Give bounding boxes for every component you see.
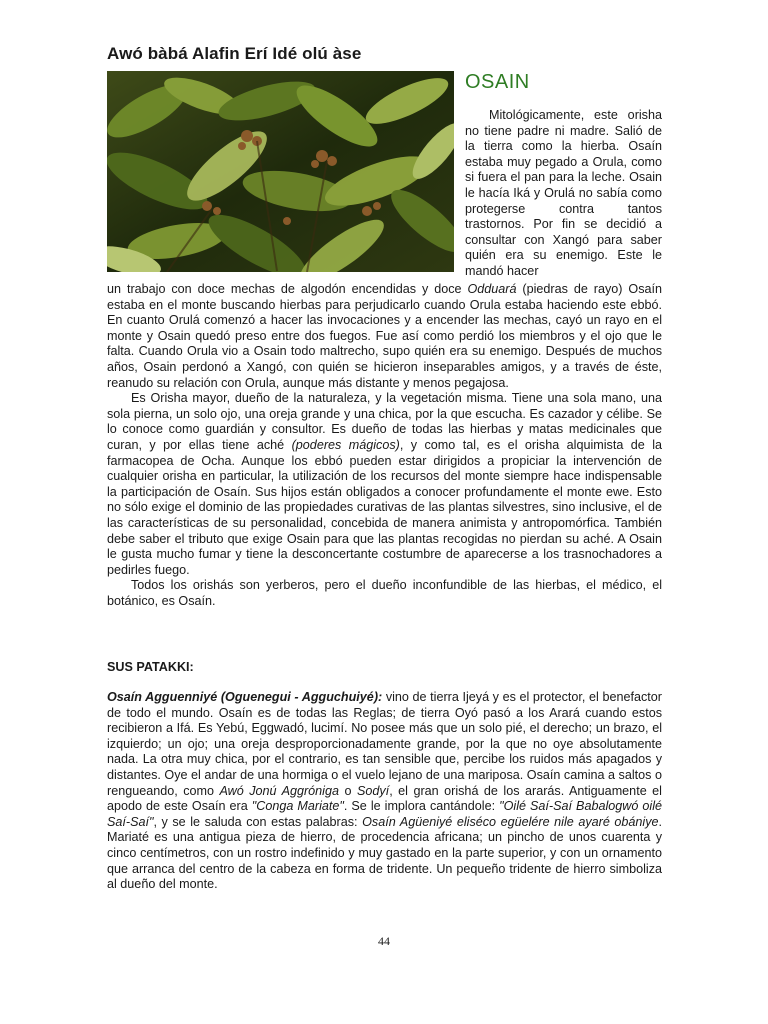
body-text: [107, 282, 662, 609]
patakki-paragraph: [107, 690, 662, 893]
body-text-span: Es Orisha mayor, dueño de la naturaleza, y la vegetación misma. Tiene una sola mano, una sola pierna, un solo ojo, una oreja grande y una chica, por la que escucha. Es cazador y célibe. Se lo conoce como guardián y consultor. Es dueño de todas las hierbas y matas medicinales que curan, y por ellas tiene aché: [107, 391, 662, 452]
body-paragraph-2: [107, 391, 662, 578]
body-text-span: un trabajo con doce mechas de algodón encendidas y doce: [107, 282, 468, 296]
patakki-italic-span: "Oilé Saí-Saí Babalogwó oilé Saí-Saí": [107, 799, 662, 829]
leaves-photo-icon: [107, 71, 454, 272]
patakki-text-span: . Mariaté es una antigua pieza de hierro, de procedencia africana; un pincho de unos cuarenta y cinco centímetros, con un rostro indefinido y muy gastado en la parte superior, y con un ornamento que arranca del centro de la cabeza en forma de tridente. Un pequeño tridente de hierro simboliza al dueño del monte.: [107, 814, 662, 892]
patakki-text-span: , y se le saluda con estas palabras:: [153, 814, 363, 829]
patakki-italic-span: Sodyí: [356, 783, 390, 798]
patakki-heading: SUS PATAKKI:: [107, 660, 194, 674]
patakki-text: [107, 690, 662, 893]
patakki-italic-span: "Conga Mariate": [251, 799, 344, 814]
patakki-text-span: . Se le implora cantándole:: [343, 799, 500, 814]
body-text-span: (piedras de rayo) Osaín estaba en el monte buscando hierbas para perjudicarlo cuando Orula estaba haciendo este ebbó. En cuanto Orulá comenzó a hacer las invocaciones y a encender las mechas, cayó un rayo en el monte y Osain quedó preso entre dos fuegos. Fue así como perdió los miembros y el ojo que le falta. Cuando Orula vio a Osain todo maltrecho, supo quién era su enemigo. Después de muchos años, Osain perdonó a Xangó, con quién se hicieron inseparables amigos, y a través de éste, reanudo su relación con Orula, aunque más distante y menos pegajosa.: [107, 282, 662, 390]
body-paragraph-1: [107, 282, 662, 391]
patakki-text-span: , el gran orishá de los ararás. Antiguamente el apodo de este Osaín era: [107, 783, 662, 814]
section-title: OSAIN: [465, 71, 530, 93]
page-header-title: Awó bàbá Alafin Erí Idé olú àse: [107, 44, 362, 63]
patakki-italic-span: Osaín Agüeniyé eliséco egüelére nile ayaré obániye: [362, 814, 659, 829]
body-paragraph-3: Todos los orishás son yerberos, pero el dueño inconfundible de las hierbas, el médico, el botánico, es Osaín.: [107, 578, 662, 608]
patakki-italic-span: Awó Jonú Aggróniga: [219, 783, 339, 798]
body-italic-span: Odduará: [467, 282, 517, 296]
body-text-span: , y como tal, es el orisha alquimista de la farmacopea de Ocha. Aunque los ebbó pueden estar dirigidos a propiciar la intervención de cualquier orisha en particular, la utilización de los recursos del monte siempre hace indispensable la participación de Osaín. Sus hijos están obligados a conocer profundamente el monte ewe. Esto no sólo exige el dominio de las propiedades curativas de las plantas silvestres, sino inclusive, el de las características de su personalidad, concebida de manera animista y antropomórfica. También debe saber el tributo que exige Osain para que las plantas recogidas no pierdan su aché. A Osain le gusta mucho fumar y tiene la desconcertante costumbre de aparecerse a los trasnochadores a pedirles fuego.: [107, 437, 663, 577]
patakki-text-span: vino de tierra Ijeyá y es el protector, el benefactor de todo el mundo. Osaín es de todas las Reglas; de tierra Oyó pasó a los Arará cuando estos recibieron a Ifá. Es Yebú, Eggwadó, lucimí. No posee más que un solo pié, el derecho; un brazo, el izquierdo; un ojo; una oreja desproporcionadamente grande, por la que no oye absolutamente nada. La otra muy chica, por el contrario, es tan sensible que, percibe los ruidos más apagados y distantes. Oye el andar de una hormiga o el vuelo lejano de una mariposa. Osaín camina a saltos o rengueando, como: [107, 690, 662, 798]
leaves-photo: [107, 71, 454, 272]
body-italic-span: (poderes mágicos): [291, 437, 400, 452]
intro-paragraph: [465, 108, 662, 280]
patakki-text-span: o: [339, 783, 357, 798]
page-number: 44: [378, 934, 390, 948]
patakki-lead: Osaín Agguenniyé (Oguenegui - Agguchuiyé):: [107, 690, 383, 704]
intro-text: Mitológicamente, este orisha no tiene padre ni madre. Salió de la tierra como la hierba. Osaín estaba muy pegado a Orula, como si fuera el pan para la leche. Osain le hacía Iká y Orulá no sabía como protegerse contra tantos trastornos. Por fin se decidió a consultar con Xangó para saber quién era su enemigo. Este le mandó hacer: [465, 108, 662, 278]
